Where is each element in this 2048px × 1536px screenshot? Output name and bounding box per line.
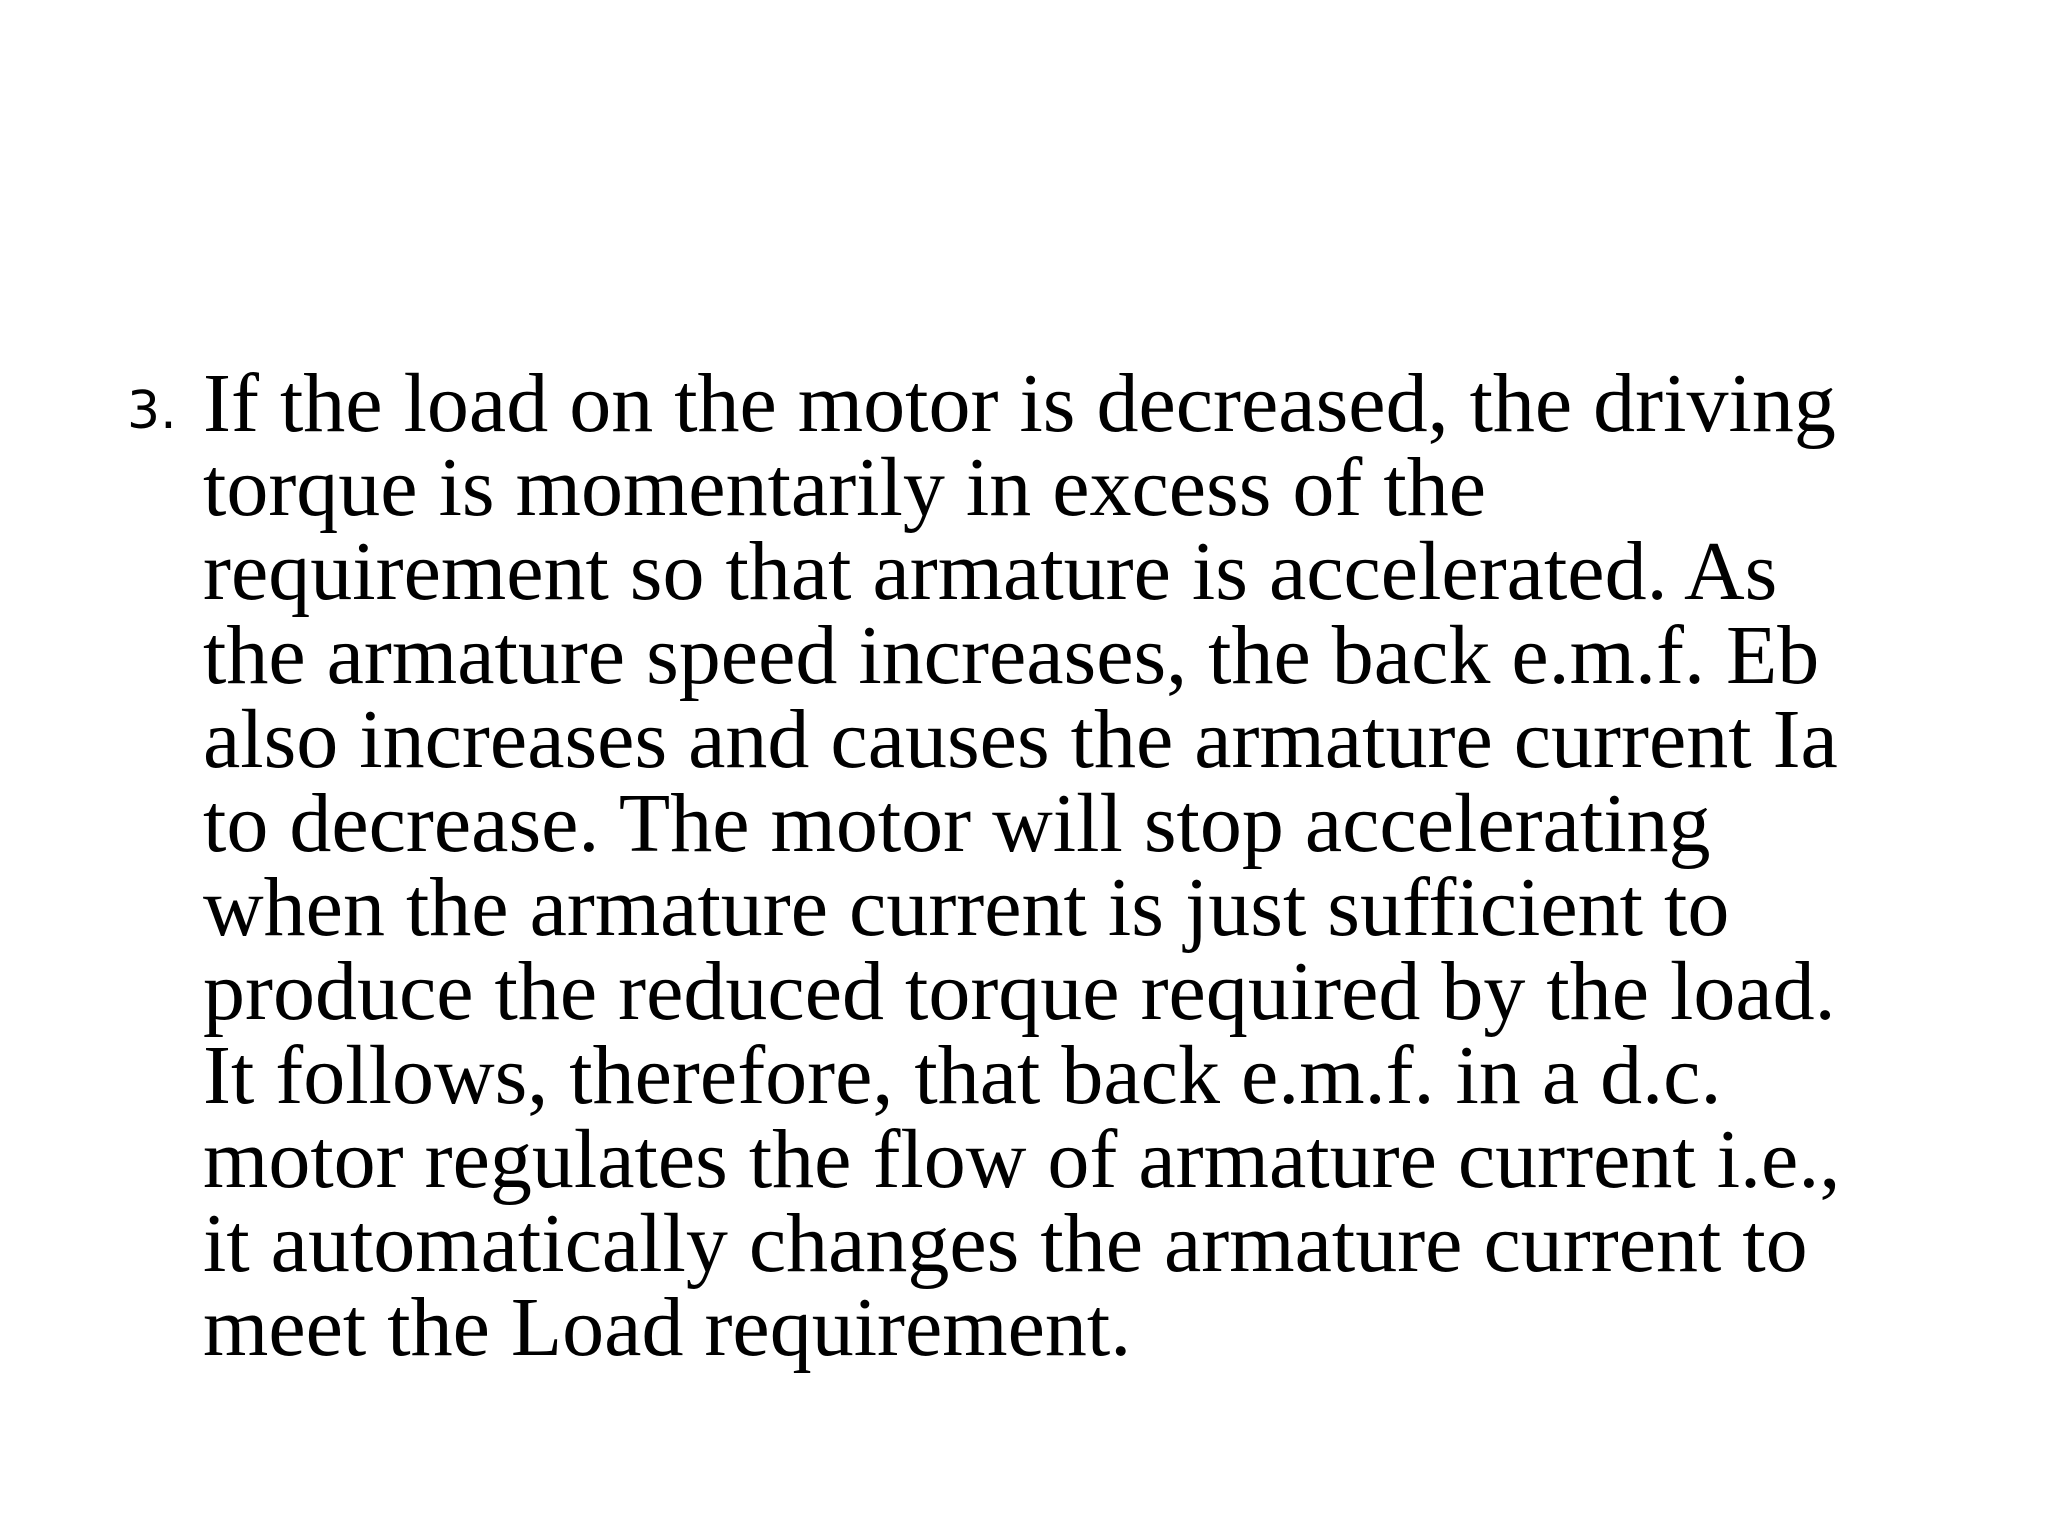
text-line-9: It follows, therefore, that back e.m.f. in a d.c. <box>203 1029 1722 1122</box>
text-line-6: to decrease. The motor will stop accelerating <box>203 777 1711 870</box>
paragraph-text <box>203 357 1841 1374</box>
text-line-12: meet the Load requirement. <box>203 1281 1132 1374</box>
text-line-7: when the armature current is just sufficient to <box>203 861 1730 954</box>
list-number: 3. <box>127 381 177 441</box>
text-line-5: also increases and causes the armature current Ia <box>203 693 1838 786</box>
text-line-4: the armature speed increases, the back e.m.f. Eb <box>203 609 1820 702</box>
text-line-11: it automatically changes the armature current to <box>203 1197 1808 1290</box>
text-line-3: requirement so that armature is accelerated. As <box>203 525 1778 618</box>
text-line-10: motor regulates the flow of armature current i.e., <box>203 1113 1841 1206</box>
text-line-1: If the load on the motor is decreased, the driving <box>203 357 1836 450</box>
text-line-8: produce the reduced torque required by the load. <box>203 945 1836 1038</box>
text-line-2: torque is momentarily in excess of the <box>203 441 1487 534</box>
